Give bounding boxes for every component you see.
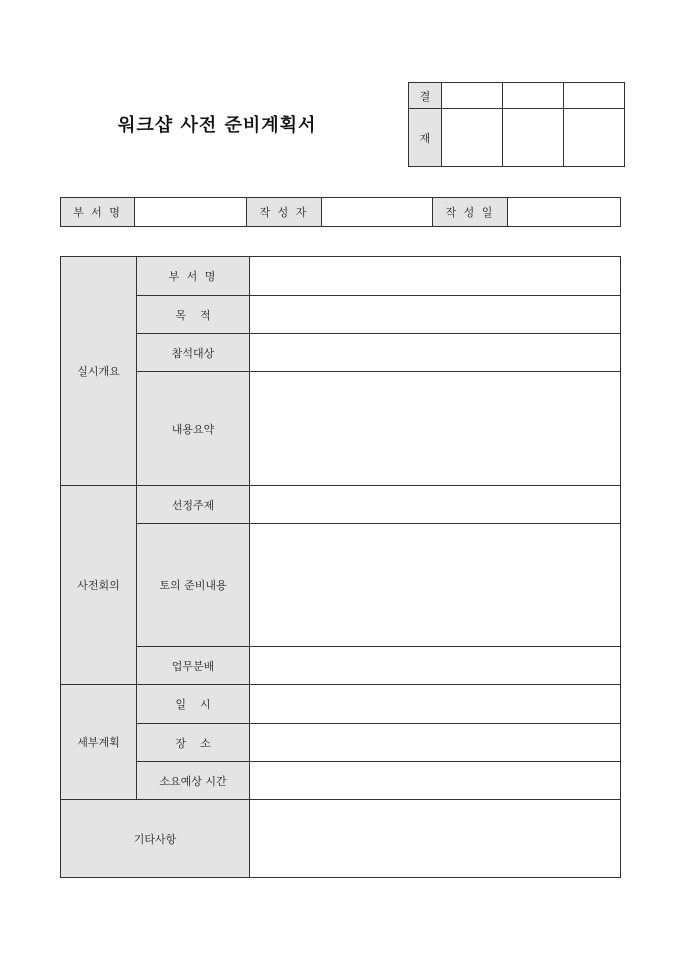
- row-label-assignment: 업무분배: [137, 647, 250, 685]
- approval-label-top: 결: [409, 83, 442, 109]
- author-label: 작 성 자: [247, 198, 322, 227]
- approval-label-bottom: 재: [409, 109, 442, 167]
- row-field-datetime[interactable]: [250, 685, 621, 724]
- dept-field[interactable]: [135, 198, 247, 227]
- row-field-etc[interactable]: [250, 800, 621, 878]
- row-label-duration: 소요예상 시간: [137, 762, 250, 800]
- date-field[interactable]: [508, 198, 621, 227]
- approval-sign-cell[interactable]: [442, 109, 503, 167]
- row-field-dept[interactable]: [250, 257, 621, 296]
- row-label-summary: 내용요약: [137, 372, 250, 486]
- row-label-discussion: 토의 준비내용: [137, 524, 250, 647]
- row-field-purpose[interactable]: [250, 296, 621, 334]
- row-label-dept: 부 서 명: [137, 257, 250, 296]
- approval-header-cell[interactable]: [564, 83, 625, 109]
- row-field-topic[interactable]: [250, 486, 621, 524]
- section-detail-label: 세부계획: [61, 685, 137, 800]
- approval-sign-cell[interactable]: [564, 109, 625, 167]
- row-field-discussion[interactable]: [250, 524, 621, 647]
- approval-header-cell[interactable]: [442, 83, 503, 109]
- info-table: [60, 197, 621, 227]
- row-field-place[interactable]: [250, 724, 621, 762]
- row-field-duration[interactable]: [250, 762, 621, 800]
- row-label-datetime: 일 시: [137, 685, 250, 724]
- row-label-place: 장 소: [137, 724, 250, 762]
- approval-box: [408, 82, 625, 167]
- row-label-attendees: 참석대상: [137, 334, 250, 372]
- author-field[interactable]: [322, 198, 433, 227]
- section-premeeting-label: 사전회의: [61, 486, 137, 685]
- date-label: 작 성 일: [433, 198, 508, 227]
- row-field-summary[interactable]: [250, 372, 621, 486]
- dept-label: 부 서 명: [61, 198, 135, 227]
- section-etc-label: 기타사항: [61, 800, 250, 878]
- approval-sign-cell[interactable]: [503, 109, 564, 167]
- plan-table: [60, 256, 621, 878]
- row-label-purpose: 목 적: [137, 296, 250, 334]
- row-label-topic: 선정주제: [137, 486, 250, 524]
- row-field-assignment[interactable]: [250, 647, 621, 685]
- section-overview-label: 실시개요: [61, 257, 137, 486]
- approval-header-cell[interactable]: [503, 83, 564, 109]
- row-field-attendees[interactable]: [250, 334, 621, 372]
- page-title: 워크샵 사전 준비계획서: [118, 115, 317, 136]
